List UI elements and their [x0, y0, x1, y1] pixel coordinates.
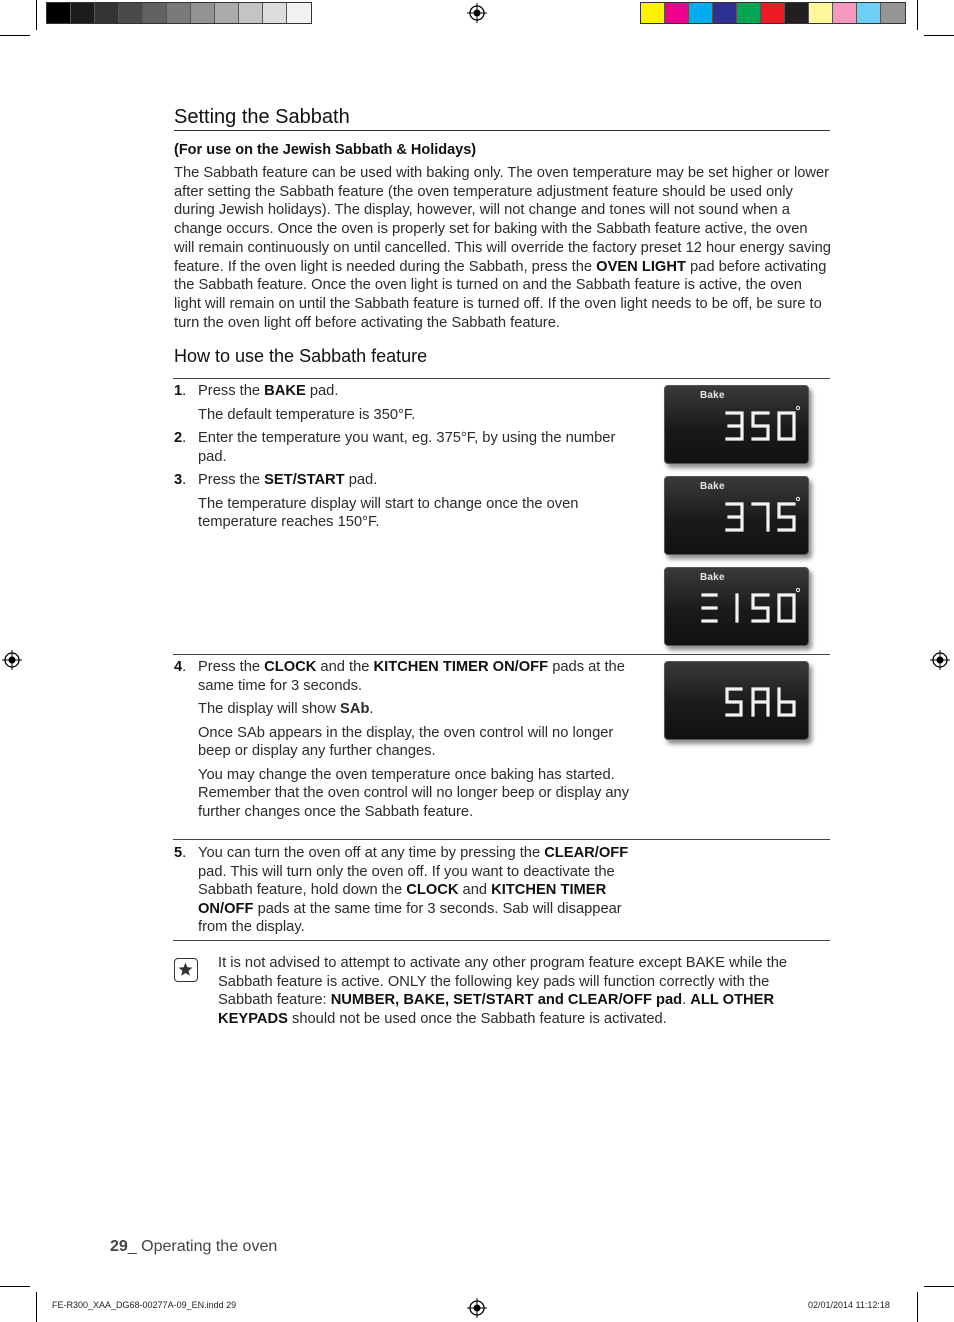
- color-swatch: [191, 3, 215, 23]
- kitchen-timer-keyword: KITCHEN TIMER ON/OFF: [198, 882, 607, 917]
- process-color-bar: [640, 2, 906, 24]
- oven-display-sab: [664, 661, 809, 740]
- bake-keyword: BAKE: [264, 383, 306, 399]
- oven-display-350: [664, 385, 809, 464]
- color-swatch: [761, 3, 785, 23]
- sab-keyword: SAb: [340, 701, 370, 717]
- divider: [173, 654, 830, 655]
- color-swatch: [785, 3, 809, 23]
- display-digits: [665, 386, 810, 465]
- oven-light-keyword: OVEN LIGHT: [596, 258, 686, 275]
- page-footer: [110, 1238, 277, 1256]
- divider: [173, 940, 830, 941]
- page-number: 29: [110, 1238, 128, 1255]
- color-swatch: [881, 3, 905, 23]
- color-swatch: [119, 3, 143, 23]
- color-swatch: [287, 3, 311, 23]
- steps-group-1: [174, 382, 644, 537]
- registration-mark-icon: [930, 650, 950, 670]
- crop-mark: [917, 0, 918, 30]
- grayscale-color-bar: [46, 2, 312, 24]
- other-keypads-warning: ALL OTHER KEYPADS: [218, 992, 775, 1027]
- allowed-keypads: NUMBER, BAKE, SET/START and CLEAR/OFF pad: [330, 992, 683, 1009]
- step-item: 2. Enter the temperature you want, eg. 375°F, by using the number pad.: [174, 430, 616, 465]
- crop-mark: [0, 1286, 30, 1287]
- clear-off-keyword: CLEAR/OFF: [544, 845, 629, 861]
- step-number: 2: [174, 430, 183, 446]
- slug-filename: FE-R300_XAA_DG68-00277A-09_EN.indd 29: [52, 1300, 237, 1310]
- steps-group-2: [174, 658, 644, 826]
- color-swatch: [143, 3, 167, 23]
- step-item: 5. You can turn the oven off at any time by pressing the CLEAR/OFF pad. This will turn only the oven off. If you want to deactivate the Sabbath feature, hold down the CLOCK and KITCHEN TIMER ON/OFF pads at the same time for 3 seconds. Sab will disappear from the display.: [174, 845, 629, 935]
- step-detail: The default temperature is 350°F.: [198, 406, 416, 423]
- registration-mark-icon: [2, 650, 22, 670]
- slug-timestamp: 02/01/2014 11:12:18: [808, 1300, 890, 1310]
- intro-text: The Sabbath feature can be used with baking only. The oven temperature may be set higher or lower after setting the Sabbath feature (the oven temperature adjustment feature should be used only during Jewish holidays). The display, however, will not change and tones will not sound when a change occurs. Once the oven is properly set for baking with the Sabbath feature active, the oven will remain continuously on until cancelled. This will override the factory preset 12 hour energy saving feature. If the oven light is needed during the Sabbath, press the: [174, 165, 831, 275]
- step-detail: The display will show SAb.: [198, 701, 374, 717]
- color-swatch: [95, 3, 119, 23]
- intro-paragraph: [174, 164, 832, 332]
- color-swatch: [641, 3, 665, 23]
- color-swatch: [809, 3, 833, 23]
- set-start-keyword: SET/START: [264, 472, 345, 488]
- crop-mark: [924, 35, 954, 36]
- display-digits: [665, 662, 810, 741]
- registration-mark-icon: [467, 1298, 487, 1318]
- section-subtitle: (For use on the Jewish Sabbath & Holidays): [174, 142, 477, 158]
- crop-mark: [917, 1292, 918, 1322]
- divider: [173, 378, 830, 379]
- crop-mark: [0, 35, 30, 36]
- crop-mark: [36, 0, 37, 30]
- display-digits: [665, 477, 810, 556]
- divider: [173, 839, 830, 840]
- color-swatch: [263, 3, 287, 23]
- step-detail: You may change the oven temperature once baking has started. Remember that the oven control will no longer beep or display any further changes once the Sabbath feature.: [198, 766, 630, 820]
- note-star-icon: [174, 958, 198, 982]
- display-mode-label: Bake: [700, 572, 725, 583]
- color-swatch: [713, 3, 737, 23]
- step-number: 4: [174, 659, 183, 675]
- display-mode-label: Bake: [700, 481, 725, 492]
- step-item: 3. Press the SET/START pad.: [174, 472, 378, 488]
- registration-mark-icon: [467, 3, 487, 23]
- crop-mark: [36, 1292, 37, 1322]
- step-detail: The temperature display will start to change once the oven temperature reaches 150°F.: [198, 495, 579, 530]
- color-swatch: [215, 3, 239, 23]
- color-swatch: [239, 3, 263, 23]
- step-number: 3: [174, 472, 183, 488]
- color-swatch: [71, 3, 95, 23]
- color-swatch: [665, 3, 689, 23]
- note-text: It is not advised to attempt to activate any other program feature except BAKE while the Sabbath feature is active. ONLY the following key pads will function correctly with the Sabbath feature: NUMBER, BAKE, SET/START and CLEAR/OFF pad. ALL OTHER KEYPADS should not be used once the Sabbath feature is activated.: [218, 955, 788, 1027]
- oven-display-150: [664, 567, 809, 646]
- oven-display-375: [664, 476, 809, 555]
- color-swatch: [689, 3, 713, 23]
- step-detail: Once SAb appears in the display, the oven control will no longer beep or display any further changes.: [198, 724, 614, 759]
- crop-mark: [924, 1286, 954, 1287]
- display-digits: [665, 568, 810, 647]
- clock-keyword: CLOCK: [406, 882, 459, 898]
- color-swatch: [833, 3, 857, 23]
- chapter-label: _ Operating the oven: [127, 1238, 278, 1255]
- howto-title: How to use the Sabbath feature: [174, 346, 428, 366]
- step-number: 1: [174, 383, 183, 399]
- step-item: 1. Press the BAKE pad.: [174, 383, 339, 399]
- color-swatch: [737, 3, 761, 23]
- color-swatch: [857, 3, 881, 23]
- kitchen-timer-keyword: KITCHEN TIMER ON/OFF: [373, 659, 549, 675]
- step-item: 4. Press the CLOCK and the KITCHEN TIMER ON/OFF pads at the same time for 3 seconds.: [174, 659, 625, 694]
- clock-keyword: CLOCK: [264, 659, 317, 675]
- color-swatch: [167, 3, 191, 23]
- step-number: 5: [174, 845, 183, 861]
- intro-text-continued: pad before activating the Sabbath feature. Once the oven light is turned on and the Sabbath feature is active, the oven light will remain on until the Sabbath feature is turned off. If the oven light needs to be off, be sure to turn the oven light off before activating the Sabbath feature.: [174, 258, 827, 331]
- steps-group-3: [174, 844, 644, 942]
- section-title: Setting the Sabbath: [174, 106, 830, 131]
- display-mode-label: Bake: [700, 390, 725, 401]
- color-swatch: [47, 3, 71, 23]
